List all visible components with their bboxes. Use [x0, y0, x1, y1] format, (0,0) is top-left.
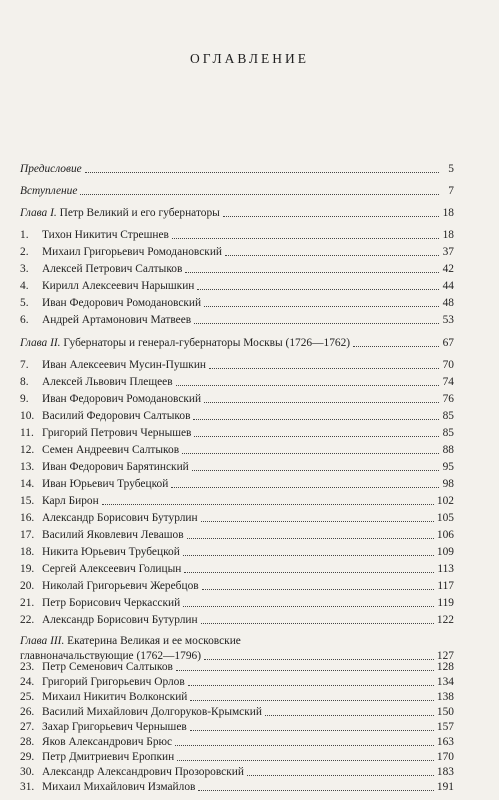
toc-item: [20, 457, 454, 474]
item-name: Иван Федорович Ромодановский: [42, 297, 202, 309]
toc-entry-preface: [20, 159, 454, 176]
dot-leader: [80, 193, 439, 195]
item-number: 13.: [20, 461, 35, 473]
item-number: 3.: [20, 263, 29, 275]
item-number: 30.: [20, 766, 35, 778]
toc-item: [20, 525, 454, 542]
dot-leader: [198, 789, 434, 791]
item-number: 24.: [20, 676, 35, 688]
chapter-title-line2: главноначальствующие (1762—1796): [20, 650, 201, 662]
item-number: 18.: [20, 546, 35, 558]
toc-item: [20, 406, 454, 423]
item-number: 8.: [20, 376, 29, 388]
page-number: 105: [436, 512, 454, 524]
page-number: 53: [442, 314, 454, 326]
dot-leader: [209, 367, 439, 369]
item-number: 15.: [20, 495, 35, 507]
page-number: 134: [436, 676, 454, 688]
item-number: 21.: [20, 597, 35, 609]
item-name: Андрей Артамонович Матвеев: [42, 314, 192, 326]
page-number: 18: [442, 207, 454, 219]
item-number: 31.: [20, 781, 35, 793]
item-name: Александр Борисович Бутурлин: [42, 512, 198, 524]
toc-item: [20, 542, 454, 559]
item-number: 6.: [20, 314, 29, 326]
page-number: 5: [448, 163, 454, 175]
item-number: 29.: [20, 751, 35, 763]
toc-item: [20, 491, 454, 508]
dot-leader: [197, 288, 439, 290]
dot-leader: [223, 215, 439, 217]
item-name: Карл Бирон: [42, 495, 99, 507]
item-number: 17.: [20, 529, 35, 541]
item-name: Василий Яковлевич Левашов: [42, 529, 184, 541]
dot-leader: [247, 774, 434, 776]
dot-leader: [183, 554, 434, 556]
page-number: 7: [448, 185, 454, 197]
item-name: Александр Александрович Прозоровский: [42, 766, 244, 778]
toc-chapter-2: [20, 333, 454, 350]
chapter-title: Петр Великий и его губернаторы: [59, 207, 220, 219]
page-number: 150: [436, 706, 454, 718]
item-number: 26.: [20, 706, 35, 718]
item-number: 7.: [20, 359, 29, 371]
page-number: 95: [442, 461, 454, 473]
item-name: Тихон Никитич Стрешнев: [42, 229, 169, 241]
toc-item: [20, 293, 454, 310]
dot-leader: [201, 520, 434, 522]
page-number: 98: [442, 478, 454, 490]
item-name: Иван Федорович Барятинский: [42, 461, 189, 473]
toc-item: [20, 389, 454, 406]
toc-item: [20, 225, 454, 242]
page-number: 37: [442, 246, 454, 258]
toc-item: [20, 508, 454, 525]
page-number: 88: [442, 444, 454, 456]
item-number: 11.: [20, 427, 34, 439]
dot-leader: [188, 684, 434, 686]
toc-item: [20, 777, 454, 794]
dot-leader: [192, 469, 439, 471]
item-name: Алексей Львович Плещеев: [42, 376, 173, 388]
page-number: 102: [436, 495, 454, 507]
page-number: 157: [436, 721, 454, 733]
item-name: Василий Михайлович Долгоруков-Крымский: [42, 706, 262, 718]
item-name: Захар Григорьевич Чернышев: [42, 721, 187, 733]
item-number: 12.: [20, 444, 35, 456]
page-number: 128: [436, 661, 454, 673]
dot-leader: [185, 271, 439, 273]
dot-leader: [182, 452, 439, 454]
toc-item: [20, 259, 454, 276]
chapter-prefix: Глава II.: [20, 337, 61, 349]
chapter-prefix: Глава III.: [20, 635, 65, 647]
item-number: 4.: [20, 280, 29, 292]
item-number: 2.: [20, 246, 29, 258]
item-name: Михаил Григорьевич Ромодановский: [42, 246, 223, 258]
dot-leader: [225, 254, 439, 256]
page-number: 85: [442, 410, 454, 422]
item-number: 1.: [20, 229, 29, 241]
page-number: 117: [437, 580, 454, 592]
dot-leader: [190, 699, 433, 701]
item-number: 16.: [20, 512, 35, 524]
page-number: 138: [436, 691, 454, 703]
dot-leader: [176, 669, 434, 671]
item-number: 28.: [20, 736, 35, 748]
item-name: Николай Григорьевич Жеребцов: [42, 580, 199, 592]
item-name: Петр Дмитриевич Еропкин: [42, 751, 175, 763]
entry-label: Вступление: [20, 185, 78, 197]
dot-leader: [85, 171, 439, 173]
dot-leader: [194, 435, 439, 437]
item-name: Яков Александрович Брюс: [42, 736, 173, 748]
toc-item: [20, 593, 454, 610]
item-number: 23.: [20, 661, 35, 673]
item-name: Григорий Григорьевич Орлов: [42, 676, 185, 688]
item-name: Василий Федорович Салтыков: [42, 410, 191, 422]
dot-leader: [184, 571, 434, 573]
dot-leader: [187, 537, 434, 539]
toc-item: [20, 276, 454, 293]
item-name: Алексей Петрович Салтыков: [42, 263, 183, 275]
dot-leader: [171, 486, 439, 488]
page-number: 119: [437, 597, 454, 609]
page-number: 113: [437, 563, 454, 575]
item-name: Никита Юрьевич Трубецкой: [42, 546, 180, 558]
item-name: Иван Алексеевич Мусин-Пушкин: [42, 359, 207, 371]
item-name: Сергей Алексеевич Голицын: [42, 563, 182, 575]
dot-leader: [177, 759, 434, 761]
dot-leader: [194, 322, 439, 324]
page-number: 85: [442, 427, 454, 439]
page-number: 44: [442, 280, 454, 292]
dot-leader: [190, 729, 434, 731]
page-number: 74: [442, 376, 454, 388]
dot-leader: [204, 305, 439, 307]
dot-leader: [265, 714, 434, 716]
toc-item: [20, 423, 454, 440]
dot-leader: [175, 744, 434, 746]
page-number: 67: [442, 337, 454, 349]
item-name: Петр Семенович Салтыков: [42, 661, 173, 673]
page-number: 191: [436, 781, 454, 793]
chapter-prefix: Глава I.: [20, 207, 57, 219]
item-number: 20.: [20, 580, 35, 592]
page-number: 122: [436, 614, 454, 626]
item-name: Михаил Никитич Волконский: [42, 691, 188, 703]
dot-leader: [204, 401, 439, 403]
page-title: ОГЛАВЛЕНИЕ: [189, 51, 310, 66]
toc-item: [20, 559, 454, 576]
toc-item: [20, 576, 454, 593]
toc-item: [20, 372, 454, 389]
toc-chapter-1: [20, 203, 454, 220]
dot-leader: [176, 384, 439, 386]
dot-leader: [183, 605, 434, 607]
dot-leader: [172, 237, 439, 239]
toc-item: [20, 440, 454, 457]
item-number: 22.: [20, 614, 35, 626]
item-number: 25.: [20, 691, 35, 703]
dot-leader: [201, 622, 434, 624]
toc-item: [20, 310, 454, 327]
page-number: 163: [436, 736, 454, 748]
dot-leader: [102, 503, 434, 505]
item-number: 9.: [20, 393, 29, 405]
page-number: 109: [436, 546, 454, 558]
item-name: Семен Андреевич Салтыков: [42, 444, 180, 456]
page-number: 127: [436, 650, 454, 662]
toc-item: [20, 610, 454, 627]
toc-item: [20, 355, 454, 372]
dot-leader: [353, 345, 439, 347]
item-name: Григорий Петрович Чернышев: [42, 427, 192, 439]
item-name: Иван Федорович Ромодановский: [42, 393, 202, 405]
chapter-title-line1: Екатерина Великая и ее московские: [67, 635, 241, 647]
item-name: Александр Борисович Бутурлин: [42, 614, 198, 626]
page-number: 170: [436, 751, 454, 763]
item-name: Петр Борисович Черкасский: [42, 597, 181, 609]
item-name: Михаил Михайлович Измайлов: [42, 781, 196, 793]
toc-item: [20, 242, 454, 259]
item-number: 19.: [20, 563, 35, 575]
chapter-title: Губернаторы и генерал-губернаторы Москвы (1726—1762): [63, 337, 351, 349]
page-number: 106: [436, 529, 454, 541]
page-number: 48: [442, 297, 454, 309]
item-name: Кирилл Алексеевич Нарышкин: [42, 280, 195, 292]
toc-item: [20, 474, 454, 491]
entry-label: Предисловие: [20, 163, 82, 175]
toc-entry-introduction: [20, 181, 454, 198]
page-number: 76: [442, 393, 454, 405]
dot-leader: [202, 588, 435, 590]
item-number: 27.: [20, 721, 35, 733]
page-number: 183: [436, 766, 454, 778]
page-number: 18: [442, 229, 454, 241]
page-number: 70: [442, 359, 454, 371]
item-number: 14.: [20, 478, 35, 490]
page-number: 42: [442, 263, 454, 275]
item-number: 5.: [20, 297, 29, 309]
item-name: Иван Юрьевич Трубецкой: [42, 478, 169, 490]
item-number: 10.: [20, 410, 35, 422]
dot-leader: [193, 418, 439, 420]
